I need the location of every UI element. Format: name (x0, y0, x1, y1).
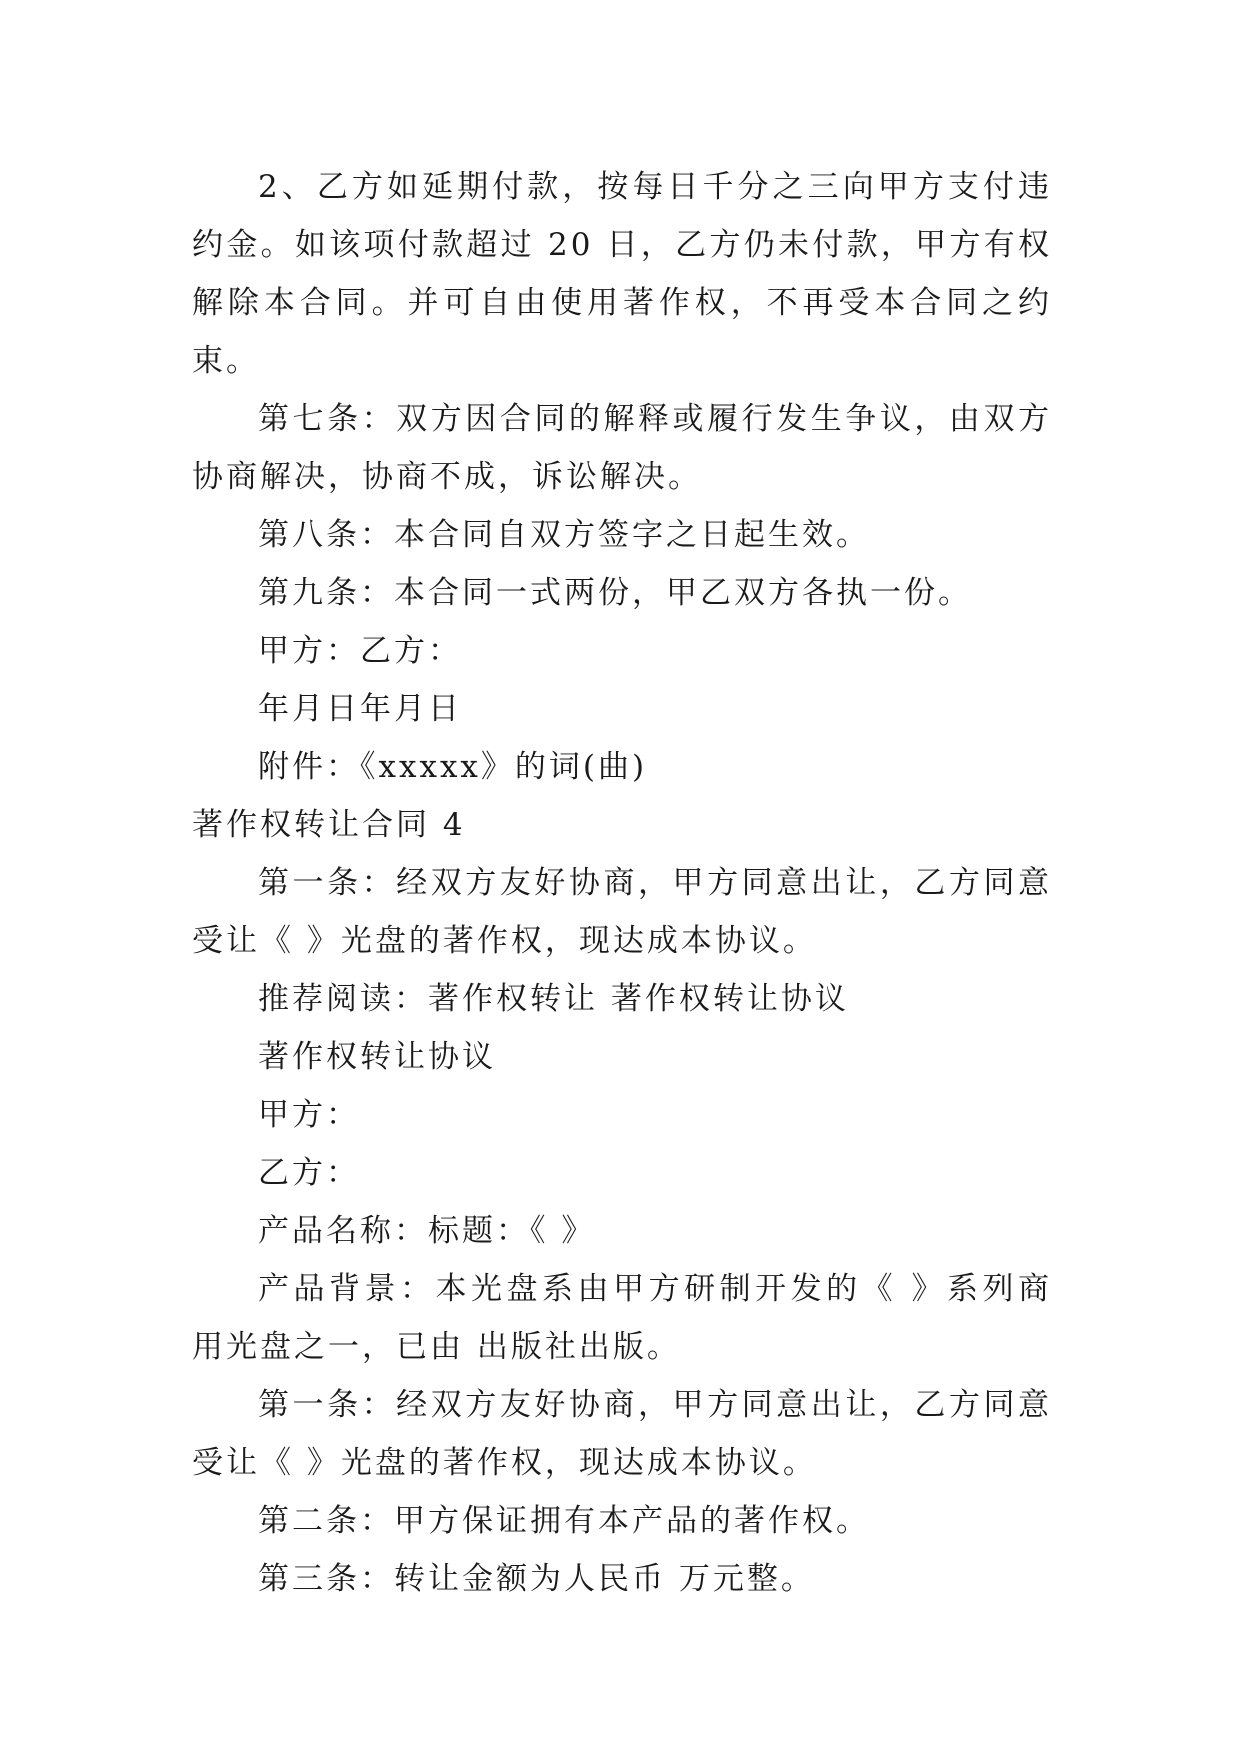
product-background: 产品背景：本光盘系由甲方研制开发的《 》系列商用光盘之一，已由 出版社出版。 (192, 1271, 1052, 1365)
paragraph-article-8: 第八条：本合同自双方签字之日起生效。 (258, 517, 870, 553)
paragraph-late-payment: 2、乙方如延期付款，按每日千分之三向甲方支付违约金。如该项付款超过 20 日，乙方仍未付款，甲方有权解除本合同。并可自由使用著作权，不再受本合同之约束。 (192, 169, 1052, 379)
document-body (192, 158, 1052, 1608)
paragraph-article-1-repeat: 第一条：经双方友好协商，甲方同意出让，乙方同意受让《 》光盘的著作权，现达成本协议。 (192, 1387, 1052, 1481)
paragraph-article-1: 第一条：经双方友好协商，甲方同意出让，乙方同意受让《 》光盘的著作权，现达成本协议。 (192, 865, 1052, 959)
product-name: 产品名称：标题：《 》 (258, 1213, 596, 1249)
attachment-line: 附件：《xxxxx》的词(曲) (258, 749, 648, 785)
signature-dates: 年月日年月日 (258, 691, 462, 727)
agreement-title: 著作权转让协议 (258, 1039, 496, 1075)
party-b-label: 乙方： (258, 1155, 360, 1191)
recommended-reading: 推荐阅读：著作权转让 著作权转让协议 (258, 981, 849, 1017)
party-a-label: 甲方： (258, 1097, 360, 1133)
paragraph-article-9: 第九条：本合同一式两份，甲乙双方各执一份。 (258, 575, 972, 611)
section-heading: 著作权转让合同 4 (192, 807, 466, 843)
paragraph-article-2: 第二条：甲方保证拥有本产品的著作权。 (258, 1503, 870, 1539)
paragraph-article-7: 第七条：双方因合同的解释或履行发生争议，由双方协商解决，协商不成，诉讼解决。 (192, 401, 1052, 495)
paragraph-article-3: 第三条：转让金额为人民币 万元整。 (258, 1561, 815, 1597)
signature-parties: 甲方：乙方： (258, 633, 462, 669)
